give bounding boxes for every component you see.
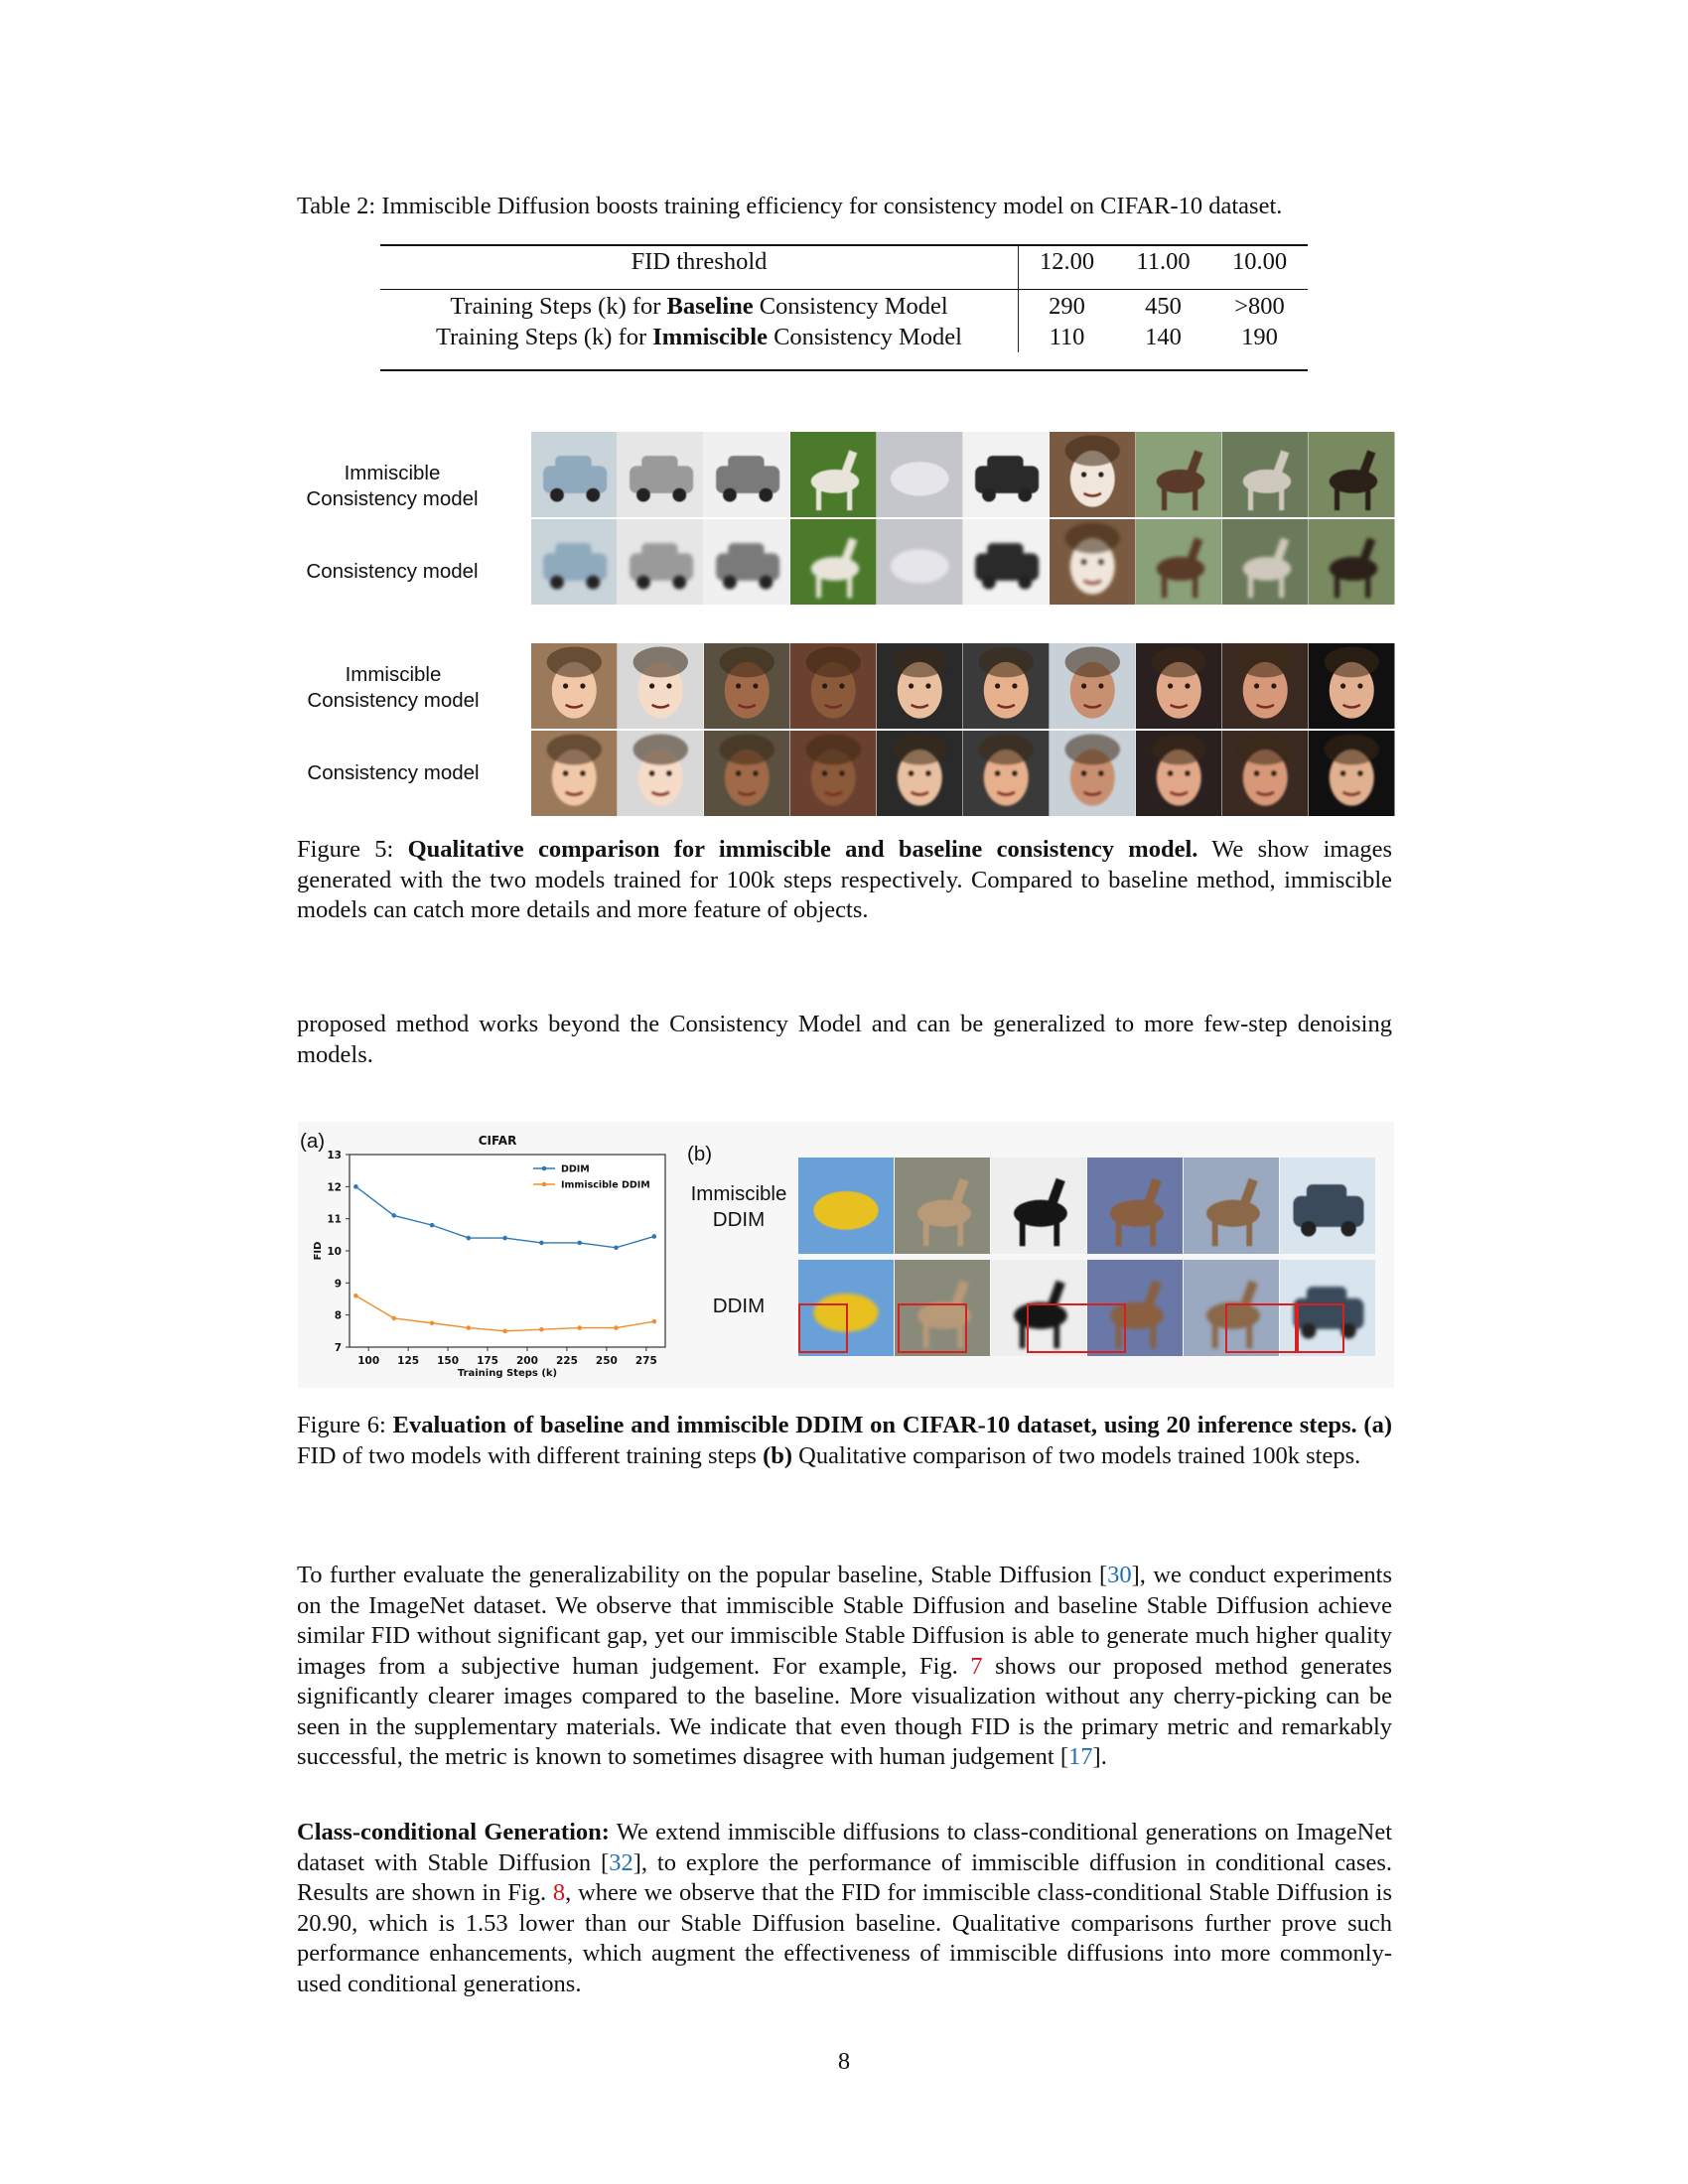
header-value: 12.00 (1039, 248, 1095, 275)
data-point (652, 1319, 657, 1324)
x-tick-label: 125 (397, 1355, 420, 1367)
cell: 140 (1145, 324, 1182, 350)
generated-sample-image (1136, 643, 1222, 729)
header-label: FID threshold (380, 246, 1019, 277)
generated-sample-image (1309, 432, 1395, 517)
data-point (467, 1325, 472, 1330)
y-tick-label: 10 (327, 1246, 342, 1258)
legend-marker (542, 1182, 547, 1187)
generated-sample-image (963, 731, 1050, 816)
data-point (353, 1184, 358, 1189)
body-paragraph: To further evaluate the generalizability on the popular baseline, Stable Diffusion [30], we conduct experiments on the ImageNet dataset. We observe that immiscible Stable Diffusion and baseline Stable Diffusion achieve similar FID without significant gap, yet our immiscible Stable Diffusion is able to generate much higher quality images from a subjective human judgement. For example, Fig. 7 shows our proposed method generates significantly clearer images compared to the baseline. More visualization without any cherry-picking can be seen in the supplementary materials. We indicate that even though FID is the primary metric and remarkably successful, the metric is known to sometimes disagree with human judgement [17]. (297, 1562, 1392, 1770)
y-axis-label: FID (313, 1241, 324, 1261)
page-number: 8 (837, 2048, 851, 2075)
generated-sample-image (790, 643, 877, 729)
highlight-box (1027, 1303, 1126, 1353)
fig6-caption: Figure 6: Evaluation of baseline and immiscible DDIM on CIFAR-10 dataset, using 20 inference steps. (a) FID of two models with different training steps (b) Qualitative comparison of two models trained 100k steps. (297, 1412, 1392, 1469)
y-tick-label: 12 (327, 1181, 342, 1194)
paragraph-heading: Class-conditional Generation: (297, 1819, 610, 1845)
generated-sample-image (1087, 1158, 1183, 1254)
data-point (614, 1325, 619, 1330)
highlight-box (798, 1303, 848, 1353)
y-tick-label: 13 (327, 1150, 342, 1161)
data-point (502, 1329, 507, 1334)
generated-sample-image (1050, 731, 1136, 816)
x-tick-label: 225 (555, 1355, 578, 1367)
generated-sample-image (618, 519, 704, 605)
generated-sample-image (963, 432, 1050, 517)
y-tick-label: 11 (327, 1213, 342, 1226)
fig5-label-immiscible-top: Immiscible Consistency model (306, 462, 479, 510)
fig6-label-ddim: DDIM (712, 1295, 766, 1317)
citation-link[interactable]: 17 (1068, 1743, 1093, 1770)
citation-link[interactable]: 30 (1107, 1562, 1132, 1588)
generated-sample-image (877, 519, 963, 605)
legend-label: DDIM (561, 1163, 590, 1175)
generated-sample-image (877, 643, 963, 729)
fig5-face-image-grid (531, 643, 1395, 816)
data-point (430, 1223, 435, 1228)
highlight-box (898, 1303, 967, 1353)
highlight-box (1225, 1303, 1297, 1353)
generated-sample-image (877, 432, 963, 517)
x-tick-label: 200 (516, 1355, 538, 1367)
generated-sample-image (895, 1158, 990, 1254)
x-tick-label: 250 (595, 1355, 618, 1367)
legend-label: Immiscible DDIM (561, 1179, 650, 1191)
data-point (391, 1316, 396, 1321)
y-tick-label: 8 (334, 1309, 342, 1322)
generated-sample-image (790, 432, 877, 517)
body-paragraph: Class-conditional Generation: We extend immiscible diffusions to class-conditional generations on ImageNet dataset with Stable Diffusion [32], to explore the performance of immiscible diffusion in conditional cases. Results are shown in Fig. 8, where we observe that the FID for immiscible class-conditional Stable Diffusion is 20.90, which is 1.53 lower than our Stable Diffusion baseline. Qualitative comparisons further prove such performance enhancements, which augment the effectiveness of immiscible diffusions into more commonly-used conditional generations. (297, 1819, 1392, 1997)
highlight-box (1297, 1303, 1344, 1353)
generated-sample-image (1050, 519, 1136, 605)
data-point (652, 1234, 657, 1239)
fig5-label-baseline-top: Consistency model (306, 560, 479, 583)
data-point (391, 1213, 396, 1218)
data-point (539, 1327, 544, 1332)
x-axis-label: Training Steps (k) (457, 1368, 558, 1379)
fig6-ddim-image-grid (798, 1158, 1394, 1356)
x-tick-label: 175 (477, 1355, 498, 1367)
header-value: 10.00 (1231, 248, 1288, 275)
y-tick-label: 9 (334, 1278, 342, 1291)
generated-sample-image (798, 1158, 894, 1254)
generated-sample-image (1222, 731, 1309, 816)
data-point (430, 1320, 435, 1325)
header-value: 11.00 (1136, 248, 1191, 275)
x-tick-label: 100 (357, 1355, 380, 1367)
generated-sample-image (618, 731, 704, 816)
row-label: Training Steps (k) for Baseline Consistency Model (380, 291, 1019, 322)
generated-sample-image (704, 643, 790, 729)
generated-sample-image (531, 519, 618, 605)
fig6-label-immiscible: Immiscible DDIM (690, 1182, 787, 1231)
data-point (539, 1241, 544, 1246)
generated-sample-image (1136, 432, 1222, 517)
cell: 290 (1049, 293, 1085, 320)
data-point (353, 1294, 358, 1298)
cell: 190 (1241, 324, 1278, 350)
generated-sample-image (991, 1158, 1086, 1254)
fig5-label-baseline-bottom: Consistency model (307, 761, 480, 784)
y-tick-label: 7 (334, 1342, 342, 1354)
generated-sample-image (531, 643, 618, 729)
generated-sample-image (704, 731, 790, 816)
generated-sample-image (1184, 1158, 1279, 1254)
table-row (380, 322, 1308, 352)
generated-sample-image (531, 731, 618, 816)
generated-sample-image (618, 643, 704, 729)
fid-line-chart (313, 1127, 685, 1385)
generated-sample-image (1309, 731, 1395, 816)
generated-sample-image (1222, 519, 1309, 605)
generated-sample-image (790, 519, 877, 605)
figure-ref-link[interactable]: 7 (970, 1652, 983, 1680)
generated-sample-image (963, 519, 1050, 605)
x-tick-label: 275 (634, 1355, 657, 1367)
table-row (380, 291, 1308, 322)
fig5-label-immiscible-bottom: Immiscible Consistency model (307, 663, 480, 712)
cell: 110 (1049, 324, 1085, 350)
generated-sample-image (790, 731, 877, 816)
legend-marker (542, 1166, 547, 1171)
cell: >800 (1234, 293, 1285, 320)
x-tick-label: 150 (437, 1355, 460, 1367)
generated-sample-image (877, 731, 963, 816)
table-bottom-rule (380, 369, 1308, 371)
fig5-caption: Figure 5: Qualitative comparison for immiscible and baseline consistency model. We show images generated with the two models trained for 100k steps respectively. Compared to baseline method, immiscible models can catch more details and more feature of objects. (297, 836, 1392, 923)
body-paragraph: proposed method works beyond the Consistency Model and can be generalized to more few-step denoising models. (297, 1011, 1392, 1068)
generated-sample-image (1222, 643, 1309, 729)
table-header-row (380, 246, 1308, 277)
generated-sample-image (1309, 643, 1395, 729)
generated-sample-image (1050, 643, 1136, 729)
data-point (614, 1245, 619, 1250)
data-point (577, 1241, 582, 1246)
generated-sample-image (1136, 731, 1222, 816)
generated-sample-image (1280, 1158, 1375, 1254)
cell: 450 (1145, 293, 1182, 320)
figure-ref-link[interactable]: 8 (552, 1879, 566, 1906)
results-table (380, 246, 1308, 352)
generated-sample-image (1050, 432, 1136, 517)
generated-sample-image (704, 519, 790, 605)
chart-title: CIFAR (478, 1134, 517, 1148)
generated-sample-image (618, 432, 704, 517)
data-point (467, 1236, 472, 1241)
generated-sample-image (704, 432, 790, 517)
fig5-cifar-image-grid (531, 432, 1395, 605)
generated-sample-image (531, 432, 618, 517)
fig6-panel-b-label: (b) (687, 1143, 713, 1165)
table-caption: Table 2: Immiscible Diffusion boosts training efficiency for consistency model on CIFAR-10 dataset. (297, 193, 1283, 219)
row-label: Training Steps (k) for Immiscible Consistency Model (380, 322, 1019, 352)
table-mid-rule (380, 289, 1308, 290)
data-point (577, 1325, 582, 1330)
generated-sample-image (1309, 519, 1395, 605)
data-point (502, 1236, 507, 1241)
citation-link[interactable]: 32 (609, 1848, 633, 1876)
generated-sample-image (1222, 432, 1309, 517)
fig6-panel-a-label: (a) (300, 1130, 326, 1153)
generated-sample-image (1136, 519, 1222, 605)
generated-sample-image (963, 643, 1050, 729)
